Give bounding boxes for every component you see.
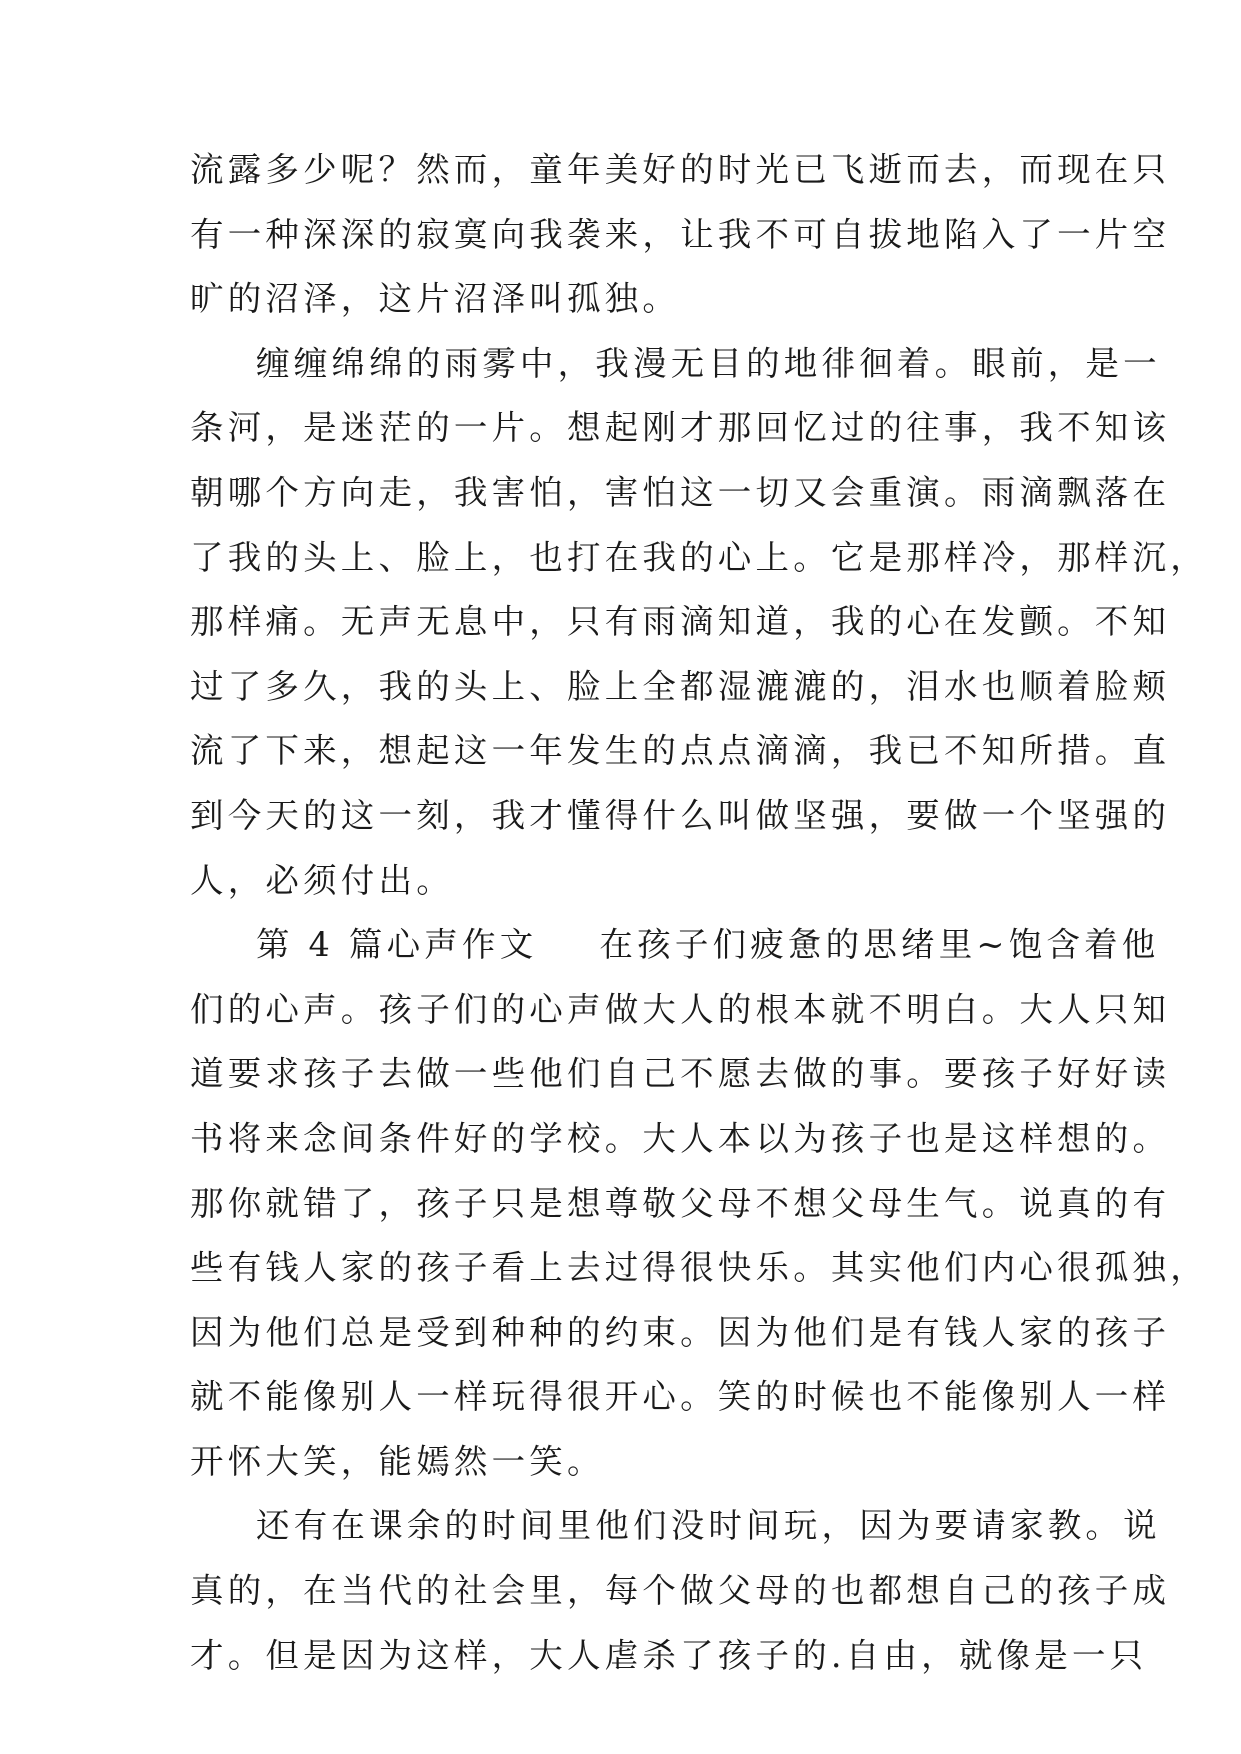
text-line: 真的，在当代的社会里，每个做父母的也都想自己的孩子成 — [190, 1571, 1171, 1611]
paragraph — [190, 138, 1171, 332]
text-line: 流露多少呢？然而，童年美好的时光已飞逝而去，而现在只 — [190, 150, 1171, 189]
text-line: 人，必须付出。 — [190, 860, 454, 900]
text-line: 因为他们总是受到种种的约束。因为他们是有钱人家的孩子 — [190, 1312, 1171, 1352]
paragraph — [190, 913, 1208, 1494]
text-line: 流了下来，想起这一年发生的点点滴滴，我已不知所措。直 — [190, 731, 1171, 771]
text-line: 条河，是迷茫的一片。想起刚才那回忆过的往事，我不知该 — [190, 408, 1171, 448]
section-heading: 第 4 篇心声作文 — [256, 925, 538, 965]
text-line: 还有在课余的时间里他们没时间玩，因为要请家教。说 — [256, 1506, 1161, 1546]
paragraph — [190, 1494, 1171, 1688]
heading-line — [190, 913, 1160, 978]
text-line: 旷的沼泽，这片沼泽叫孤独。 — [190, 279, 681, 319]
text-line: 那样痛。无声无息中，只有雨滴知道，我的心在发颤。不知 — [190, 602, 1171, 642]
text-line: 有一种深深的寂寞向我袭来，让我不可自拔地陷入了一片空 — [190, 214, 1171, 254]
text-line: 开怀大笑，能嫣然一笑。 — [190, 1441, 605, 1481]
text-line: 书将来念间条件好的学校。大人本以为孩子也是这样想的。 — [190, 1118, 1171, 1158]
text-line: 过了多久，我的头上、脸上全都湿漉漉的，泪水也顺着脸颊 — [190, 666, 1171, 706]
text-line: 就不能像别人一样玩得很开心。笑的时候也不能像别人一样 — [190, 1377, 1171, 1417]
text-line: 那你就错了，孩子只是想尊敬父母不想父母生气。说真的有 — [190, 1183, 1171, 1223]
text-line: 缠缠绵绵的雨雾中，我漫无目的地徘徊着。眼前，是一 — [256, 343, 1161, 383]
text-line: 道要求孩子去做一些他们自己不愿去做的事。要孩子好好读 — [190, 1054, 1171, 1094]
heading-rest: 在孩子们疲惫的思绪里~饱含着他 — [599, 925, 1160, 965]
text-line: 们的心声。孩子们的心声做大人的根本就不明白。大人只知 — [190, 989, 1171, 1029]
text-line: 才。但是因为这样，大人虐杀了孩子的.自由，就像是一只 — [190, 1635, 1148, 1675]
text-line: 了我的头上、脸上，也打在我的心上。它是那样冷，那样沉， — [190, 537, 1208, 577]
text-line: 朝哪个方向走，我害怕，害怕这一切又会重演。雨滴飘落在 — [190, 472, 1171, 512]
paragraph — [190, 332, 1208, 913]
text-line: 到今天的这一刻，我才懂得什么叫做坚强，要做一个坚强的 — [190, 795, 1171, 835]
document-body — [190, 138, 1208, 1688]
text-line: 些有钱人家的孩子看上去过得很快乐。其实他们内心很孤独， — [190, 1248, 1208, 1288]
